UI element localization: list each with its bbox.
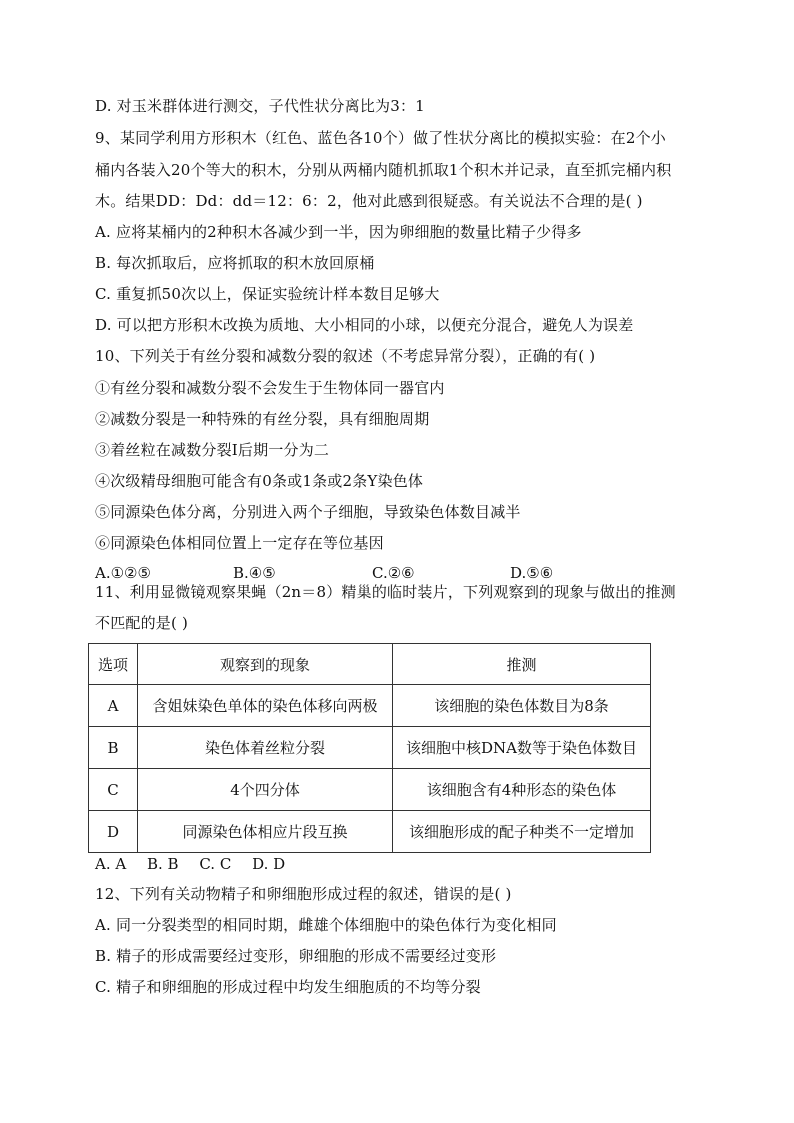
q10-stem: 10、下列关于有丝分裂和减数分裂的叙述（不考虑异常分裂），正确的有( ) — [95, 347, 596, 365]
table-cell: 4个四分体 — [138, 769, 393, 811]
table-cell: 含姐妹染色单体的染色体移向两极 — [138, 685, 393, 727]
table-header-row — [89, 644, 651, 685]
q11-choice-c: C. C — [199, 855, 232, 873]
q10-statement-5: ⑤同源染色体分离，分别进入两个子细胞，导致染色体数目减半 — [95, 503, 521, 521]
table-cell: A — [89, 685, 138, 727]
table-cell: 该细胞含有4种形态的染色体 — [393, 769, 651, 811]
q11-stem-line2: 不匹配的是( ) — [95, 614, 189, 632]
table-cell: 染色体着丝粒分裂 — [138, 727, 393, 769]
table-row — [89, 685, 651, 727]
table-cell: B — [89, 727, 138, 769]
table-cell: D — [89, 811, 138, 853]
q9-option-d: D. 可以把方形积木改换为质地、大小相同的小球，以便充分混合，避免人为误差 — [95, 316, 634, 334]
table-cell: 该细胞的染色体数目为8条 — [393, 685, 651, 727]
table-row — [89, 769, 651, 811]
q12-option-b: B. 精子的形成需要经过变形，卵细胞的形成不需要经过变形 — [95, 947, 497, 965]
q10-choice-b: B.④⑤ — [233, 564, 276, 582]
table-row — [89, 811, 651, 853]
q12-option-c: C. 精子和卵细胞的形成过程中均发生细胞质的不均等分裂 — [95, 978, 481, 996]
q9-option-c: C. 重复抓50次以上，保证实验统计样本数目足够大 — [95, 285, 440, 303]
q11-choice-a: A. A — [95, 855, 127, 873]
q12-option-a: A. 同一分裂类型的相同时期，雌雄个体细胞中的染色体行为变化相同 — [95, 916, 557, 934]
table-cell: 该细胞中核DNA数等于染色体数目 — [393, 727, 651, 769]
table-row — [89, 727, 651, 769]
q10-choice-d: D.⑤⑥ — [510, 564, 554, 582]
q11-choice-b: B. B — [146, 855, 179, 873]
q10-statement-1: ①有丝分裂和减数分裂不会发生于生物体同一器官内 — [95, 379, 445, 397]
q10-statement-2: ②减数分裂是一种特殊的有丝分裂，具有细胞周期 — [95, 410, 430, 428]
q9-stem-line2: 桶内各装入20个等大的积木，分别从两桶内随机抓取1个积木并记录，直至抓完桶内积 — [95, 161, 672, 179]
table-header-cell: 观察到的现象 — [138, 644, 393, 685]
q10-statement-4: ④次级精母细胞可能含有0条或1条或2条Y染色体 — [95, 472, 424, 490]
table-header-cell: 推测 — [393, 644, 651, 685]
q10-statement-6: ⑥同源染色体相同位置上一定存在等位基因 — [95, 534, 384, 552]
q9-stem-line1: 9、某同学利用方形积木（红色、蓝色各10个）做了性状分离比的模拟实验：在2个小 — [95, 129, 666, 147]
q9-option-a: A. 应将某桶内的2种积木各减少到一半，因为卵细胞的数量比精子少得多 — [95, 223, 582, 241]
q9-stem-line3: 木。结果DD：Dd：dd＝12：6：2，他对此感到很疑惑。有关说法不合理的是( ) — [95, 192, 643, 210]
table-cell: 同源染色体相应片段互换 — [138, 811, 393, 853]
q11-table — [88, 643, 651, 853]
table-cell: 该细胞形成的配子种类不一定增加 — [393, 811, 651, 853]
q10-choice-a: A.①②⑤ — [95, 564, 151, 582]
q11-stem-line1: 11、利用显微镜观察果蝇（2n＝8）精巢的临时装片，下列观察到的现象与做出的推测 — [95, 583, 676, 601]
q10-statement-3: ③着丝粒在减数分裂Ⅰ后期一分为二 — [95, 441, 330, 459]
q11-choice-d: D. D — [252, 855, 286, 873]
q8-option-d: D. 对玉米群体进行测交，子代性状分离比为3：1 — [95, 97, 425, 115]
q10-choice-c: C.②⑥ — [372, 564, 415, 582]
q11-choices — [95, 853, 301, 875]
q9-option-b: B. 每次抓取后，应将抓取的积木放回原桶 — [95, 254, 375, 272]
table-header-cell: 选项 — [89, 644, 138, 685]
table-cell: C — [89, 769, 138, 811]
q12-stem: 12、下列有关动物精子和卵细胞形成过程的叙述，错误的是( ) — [95, 885, 512, 903]
